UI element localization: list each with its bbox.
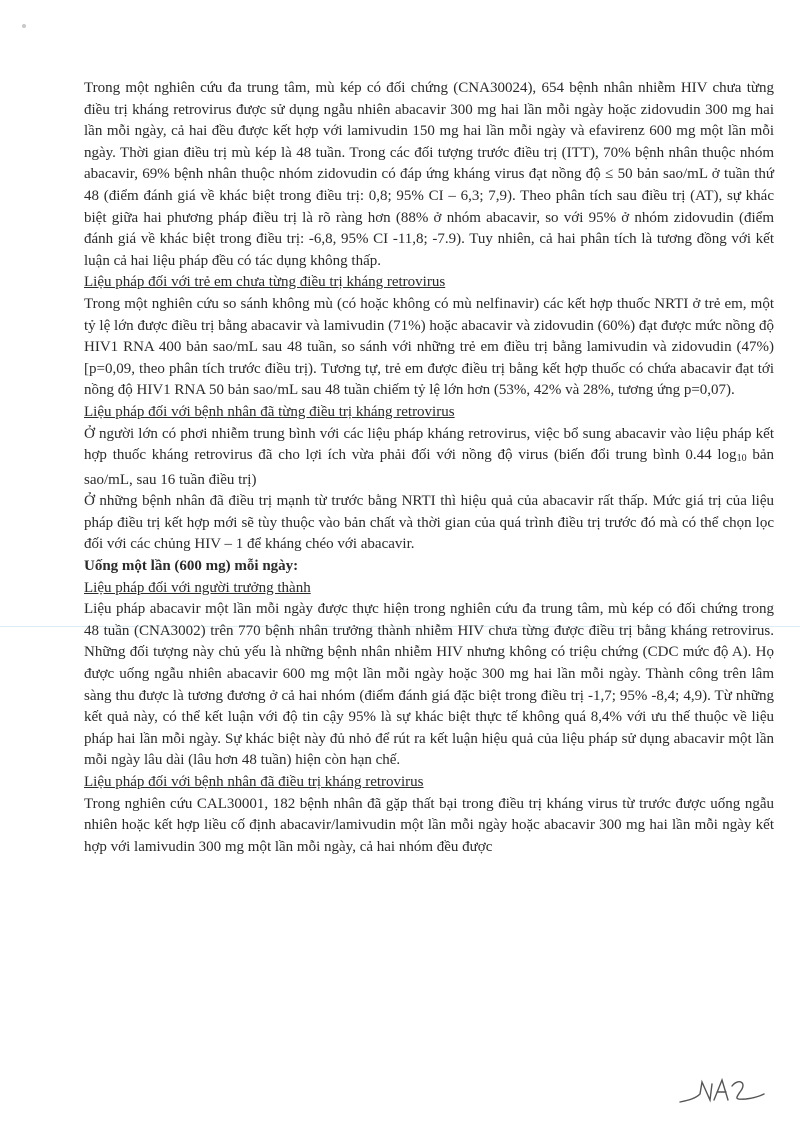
paragraph-adults-moderate-exposure [84, 424, 774, 492]
document-page [84, 78, 774, 858]
log-subscript: 10 [736, 453, 747, 465]
heading-once-daily: Uống một lần (600 mg) mỗi ngày: [84, 558, 299, 575]
text-before-log: Ở người lớn có phơi nhiễm trung bình với các liệu pháp kháng retrovirus, việc bổ sung abacavir vào liệu pháp kết hợp thuốc kháng retrovirus đã cho lợi ích vừa phải đối với nồng độ virus (biến đổi trung bình 0.44 log [84, 425, 774, 464]
paragraph-cna3002-study: Liệu pháp abacavir một lần mỗi ngày được thực hiện trong nghiên cứu đa trung tâm, mù kép có đối chứng trong 48 tuần (CNA3002) trên 770 bệnh nhân trưởng thành nhiễm HIV chưa từng được điều trị bằng kháng retrovirus. Những đối tượng này chủ yếu là những bệnh nhân nhiễm HIV nhưng không có triệu chứng (CDC mức độ A). Họ được uống ngẫu nhiên abacavir 600 mg một lần mỗi ngày hoặc 300 mg hai lần mỗi ngày. Thành công trên lâm sàng thu được là tương đương ở cả hai nhóm (điểm đánh giá đặc biệt trong điều trị -1,7; 95% -8,4; 4,9). Từ những kết quả này, có thể kết luận với độ tin cậy 95% là sự khác biệt thực tế không quá 8,4% với ưu thế thuộc về liệu pháp hai lần mỗi ngày. Sự khác biệt này đủ nhỏ để rút ra kết luận hiệu quả của liệu pháp sử dụng abacavir một lần mỗi ngày lâu dài (lâu hơn 48 tuần) hiện còn hạn chế. [84, 601, 774, 769]
paragraph-children-study: Trong một nghiên cứu so sánh không mù (có hoặc không có mù nelfinavir) các kết hợp thuốc NRTI ở trẻ em, một tỷ lệ lớn được điều trị bằng abacavir và lamivudin (71%) hoặc abacavir và zidovudin (60%) đạt được mức nồng độ HIV1 RNA 400 bản sao/mL sau 48 tuần, so sánh với những trẻ em điều trị bằng lamivudin và zidovudin (47%) [p=0,09, theo phân tích trước điều trị). Tương tự, trẻ em được điều trị bằng kết hợp thuốc có chứa abacavir đạt tới nồng độ HIV1 RNA 50 bản sao/mL sau 48 tuần chiếm tỷ lệ lớn hơn (53%, 42% và 28%, tương ứng p=0,07). [84, 295, 774, 399]
paragraph-cal30001-study: Trong nghiên cứu CAL30001, 182 bệnh nhân đã gặp thất bại trong điều trị kháng virus từ trước được uống ngẫu nhiên hoặc kết hợp liều cố định abacavir/lamivudin một lần mỗi ngày hoặc abacavir 300 mg hai lần mỗi ngày kết hợp với lamivudin 300 mg một lần mỗi ngày, cả hai nhóm đều được [84, 795, 774, 855]
heading-adults-therapy: Liệu pháp đối với người trưởng thành [84, 579, 311, 596]
paragraph-cna30024-study: Trong một nghiên cứu đa trung tâm, mù kép có đối chứng (CNA30024), 654 bệnh nhân nhiễm HIV chưa từng điều trị kháng retrovirus được sử dụng ngẫu nhiên abacavir 300 mg hai lần mỗi ngày hoặc zidovudin 300 mg hai lần mỗi ngày, cả hai đều được kết hợp với lamivudin 150 mg hai lần mỗi ngày và efavirenz 600 mg một lần mỗi ngày. Thời gian điều trị mù kép là 48 tuần. Trong các đối tượng trước điều trị (ITT), 70% bệnh nhân thuộc nhóm abacavir, 69% bệnh nhân thuộc nhóm zidovudin có đáp ứng kháng virus đạt nồng độ ≤ 50 bản sao/mL ở tuần thứ 48 (điểm đánh giá về khác biệt trong điều trị: 0,8; 95% CI – 6,3; 7,9). Theo phân tích sau điều trị (AT), sự khác biệt giữa hai phương pháp điều trị là rõ ràng hơn (88% ở nhóm abacavir, so với 95% ở nhóm zidovudin (điểm đánh giá về khác biệt trong điều trị: -6,8, 95% CI -11,8; -7.9). Tuy nhiên, cả hai phân tích là tương đồng với kết luận cả hai liệu pháp đều có tác dụng không thấp. [84, 80, 774, 269]
paragraph-heavily-pretreated: Ở những bệnh nhân đã điều trị mạnh từ trước bằng NRTI thì hiệu quả của abacavir rất thấp. Mức giá trị của liệu pháp điều trị kết hợp mới sẽ tùy thuộc vào bản chất và thời gian của quá trình điều trị trước đó mà có thể chọn lọc đối với các chủng HIV – 1 để kháng chéo với abacavir. [84, 493, 774, 553]
heading-experienced-therapy: Liệu pháp đối với bệnh nhân đã điều trị kháng retrovirus [84, 774, 424, 790]
handwritten-signature [676, 1072, 768, 1112]
text-after-log: bản sao/mL, sau 16 tuần điều trị) [84, 447, 774, 488]
heading-children-naive: Liệu pháp đối với trẻ em chưa từng điều trị kháng retrovirus [84, 274, 446, 291]
heading-treatment-experienced: Liệu pháp đối với bệnh nhân đã từng điều trị kháng retrovirus [84, 403, 455, 420]
scan-speck [22, 24, 26, 28]
